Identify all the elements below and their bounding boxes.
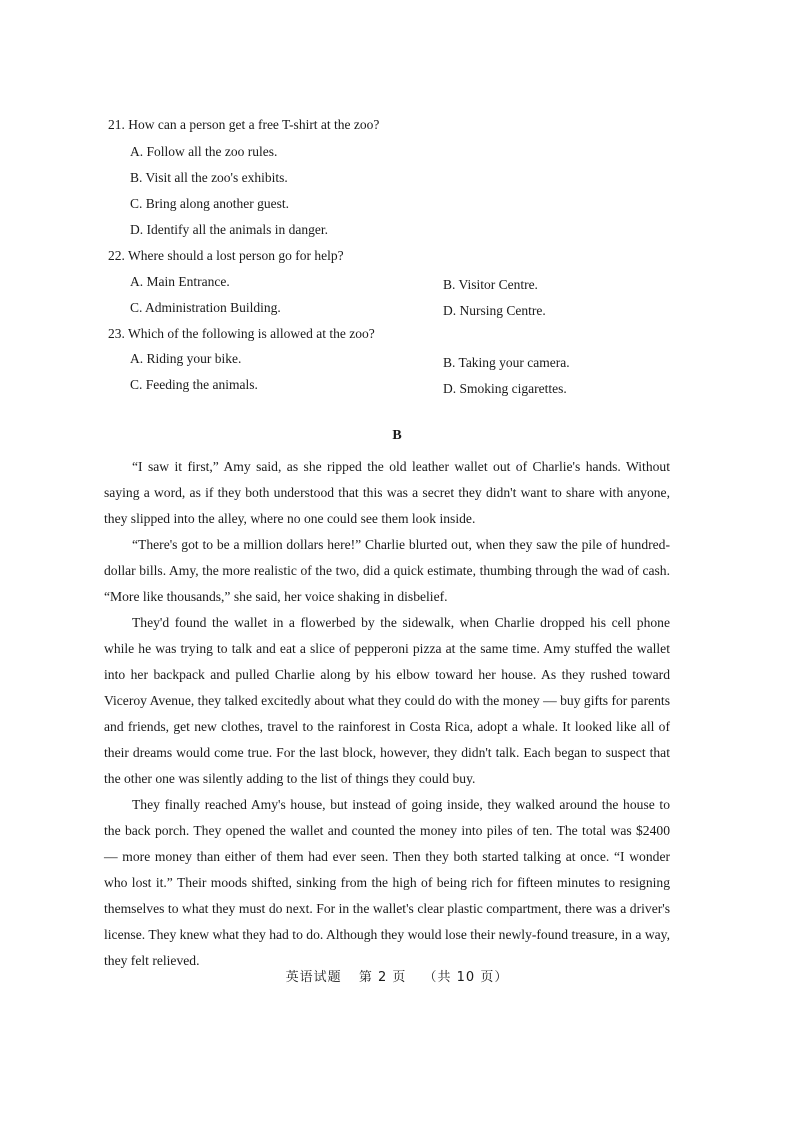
question-23-option-d: D. Smoking cigarettes. xyxy=(443,381,567,396)
reading-passage xyxy=(104,454,670,974)
footer-subject: 英语试题 xyxy=(285,970,342,985)
question-23-option-c: C. Feeding the animals. xyxy=(130,377,258,392)
question-21-option-a: A. Follow all the zoo rules. xyxy=(130,144,278,159)
passage-paragraph-4: They finally reached Amy's house, but instead of going inside, they walked around the house to the back porch. They opened the wallet and counted the money into piles of ten. The total was $2400 — more money than either of them had ever seen. Then they both started talking at once. “I wonder who lost it.” Their moods shifted, sinking from the high of being rich for fifteen minutes to resigning themselves to what they must do next. For in the wallet's clear plastic compartment, there was a driver's license. They knew what they had to do. Although they would lose their newly-found treasure, in a way, they felt relieved. xyxy=(104,797,670,968)
page-footer xyxy=(0,966,794,985)
question-21-stem: 21. How can a person get a free T-shirt at the zoo? xyxy=(108,117,380,132)
question-21-option-c: C. Bring along another guest. xyxy=(130,196,289,211)
question-22-option-c: C. Administration Building. xyxy=(130,300,281,315)
passage-paragraph-1: “I saw it first,” Amy said, as she ripped the old leather wallet out of Charlie's hands. Without saying a word, as if they both understood that this was a secret they didn't want to share with anyone, they slipped into the alley, where no one could see them look inside. xyxy=(104,459,670,526)
passage-paragraph-2: “There's got to be a million dollars here!” Charlie blurted out, when they saw the pile of hundred-dollar bills. Amy, the more realistic of the two, did a quick estimate, thumbing through the wad of cash. “More like thousands,” she said, her voice shaking in disbelief. xyxy=(104,537,670,604)
question-22-option-b: B. Visitor Centre. xyxy=(443,277,538,292)
footer-page-number: 第 2 页 xyxy=(358,970,407,985)
question-22-stem: 22. Where should a lost person go for help? xyxy=(108,248,344,263)
question-21-option-b: B. Visit all the zoo's exhibits. xyxy=(130,170,288,185)
question-21-option-d: D. Identify all the animals in danger. xyxy=(130,222,328,237)
question-22-option-a: A. Main Entrance. xyxy=(130,274,230,289)
question-22-option-d: D. Nursing Centre. xyxy=(443,303,546,318)
question-23-option-b: B. Taking your camera. xyxy=(443,355,570,370)
question-23-stem: 23. Which of the following is allowed at the zoo? xyxy=(108,326,375,341)
question-23-option-a: A. Riding your bike. xyxy=(130,351,242,366)
footer-page-total: （共 10 页） xyxy=(423,970,509,985)
section-title: B xyxy=(392,428,402,443)
passage-paragraph-3: They'd found the wallet in a flowerbed by the sidewalk, when Charlie dropped his cell phone while he was trying to talk and eat a slice of pepperoni pizza at the same time. Amy stuffed the wallet into her backpack and pulled Charlie along by his elbow toward her house. As they rushed toward Viceroy Avenue, they talked excitedly about what they could do with the money — buy gifts for parents and friends, get new clothes, travel to the rainforest in Costa Rica, adopt a whale. It looked like all of their dreams would come true. For the last block, however, they didn't talk. Each began to suspect that the other one was silently adding to the list of things they could buy. xyxy=(104,615,670,786)
